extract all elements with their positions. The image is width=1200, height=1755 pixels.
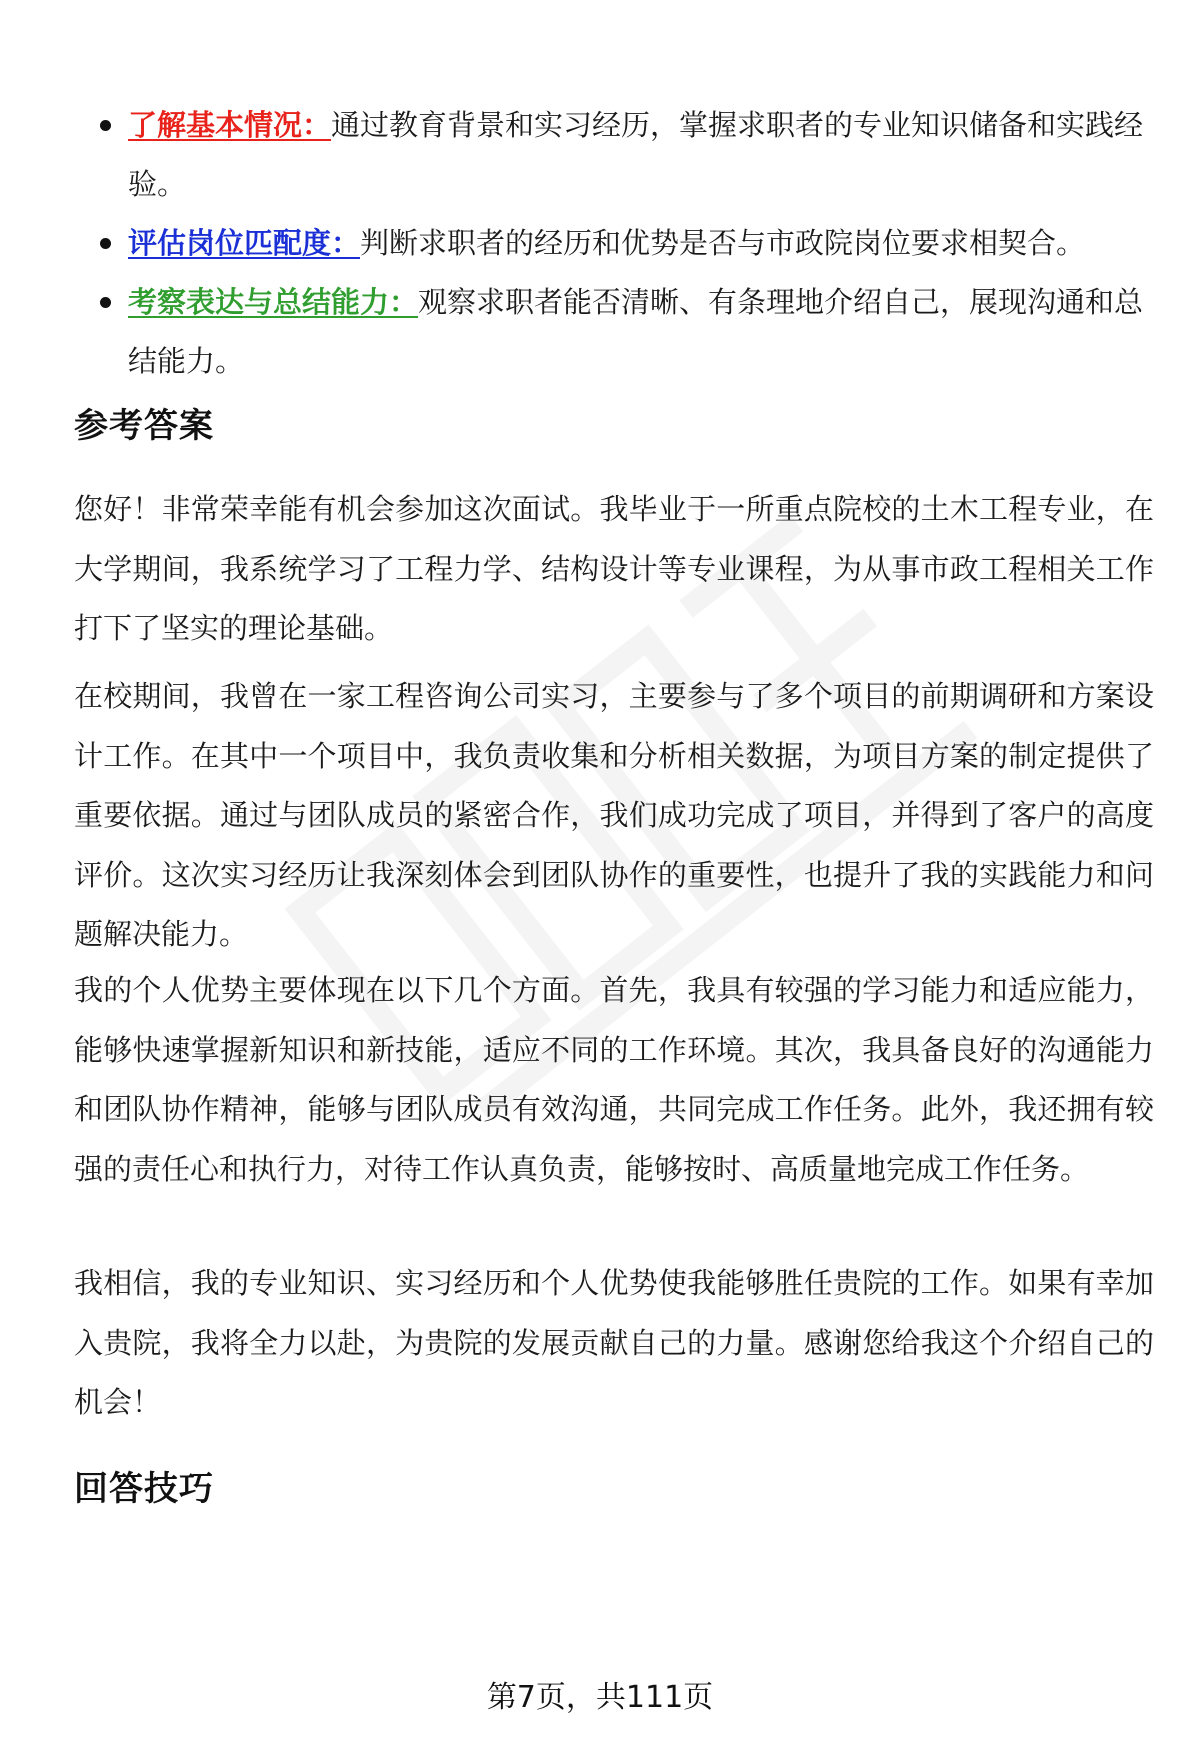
answer-paragraph-2: 在校期间，我曾在一家工程咨询公司实习，主要参与了多个项目的前期调研和方案设计工作。在其中一个项目中，我负责收集和分析相关数据，为项目方案的制定提供了重要依据。通过与团队成员的紧密合作，我们成功完成了项目，并得到了客户的高度评价。这次实习经历让我深刻体会到团队协作的重要性，也提升了我的实践能力和问题解决能力。 (74, 679, 1154, 951)
bullet-text-basic-info: 通过教育背景和实习经历，掌握求职者的专业知识储备和实践经验。 (128, 108, 1144, 201)
bullet-lead-expression: 考察表达与总结能力： (128, 285, 419, 319)
bullet-dot-icon (100, 238, 111, 249)
answer-paragraph-3: 我的个人优势主要体现在以下几个方面。首先，我具有较强的学习能力和适应能力，能够快速掌握新知识和新技能，适应不同的工作环境。其次，我具备良好的沟通能力和团队协作精神，能够与团队成员有效沟通，共同完成工作任务。此外，我还拥有较强的责任心和执行力，对待工作认真负责，能够按时、高质量地完成工作任务。 (74, 973, 1154, 1186)
goal-bullet-list (74, 96, 1154, 391)
page-number-footer: 第7页，共111页 (486, 1680, 714, 1715)
section-heading-answer: 参考答案 (74, 406, 214, 446)
bullet-item-basic-info (74, 96, 1154, 214)
bullet-dot-icon (100, 297, 111, 308)
bullet-lead-basic-info: 了解基本情况： (128, 108, 332, 142)
bullet-text-expression: 观察求职者能否清晰、有条理地介绍自己，展现沟通和总结能力。 (128, 285, 1144, 378)
section-heading-tips: 回答技巧 (74, 1469, 214, 1509)
bullet-item-job-match (74, 214, 1154, 273)
answer-paragraph-4: 我相信，我的专业知识、实习经历和个人优势使我能够胜任贵院的工作。如果有幸加入贵院，我将全力以赴，为贵院的发展贡献自己的力量。感谢您给我这个介绍自己的机会！ (74, 1266, 1154, 1419)
bullet-item-expression (74, 273, 1154, 391)
answer-paragraph-1: 您好！非常荣幸能有机会参加这次面试。我毕业于一所重点院校的土木工程专业，在大学期间，我系统学习了工程力学、结构设计等专业课程，为从事市政工程相关工作打下了坚实的理论基础。 (74, 492, 1154, 645)
bullet-lead-job-match: 评估岗位匹配度： (128, 226, 361, 260)
bullet-text-job-match: 判断求职者的经历和优势是否与市政院岗位要求相契合。 (360, 226, 1086, 260)
bullet-dot-icon (100, 120, 111, 131)
